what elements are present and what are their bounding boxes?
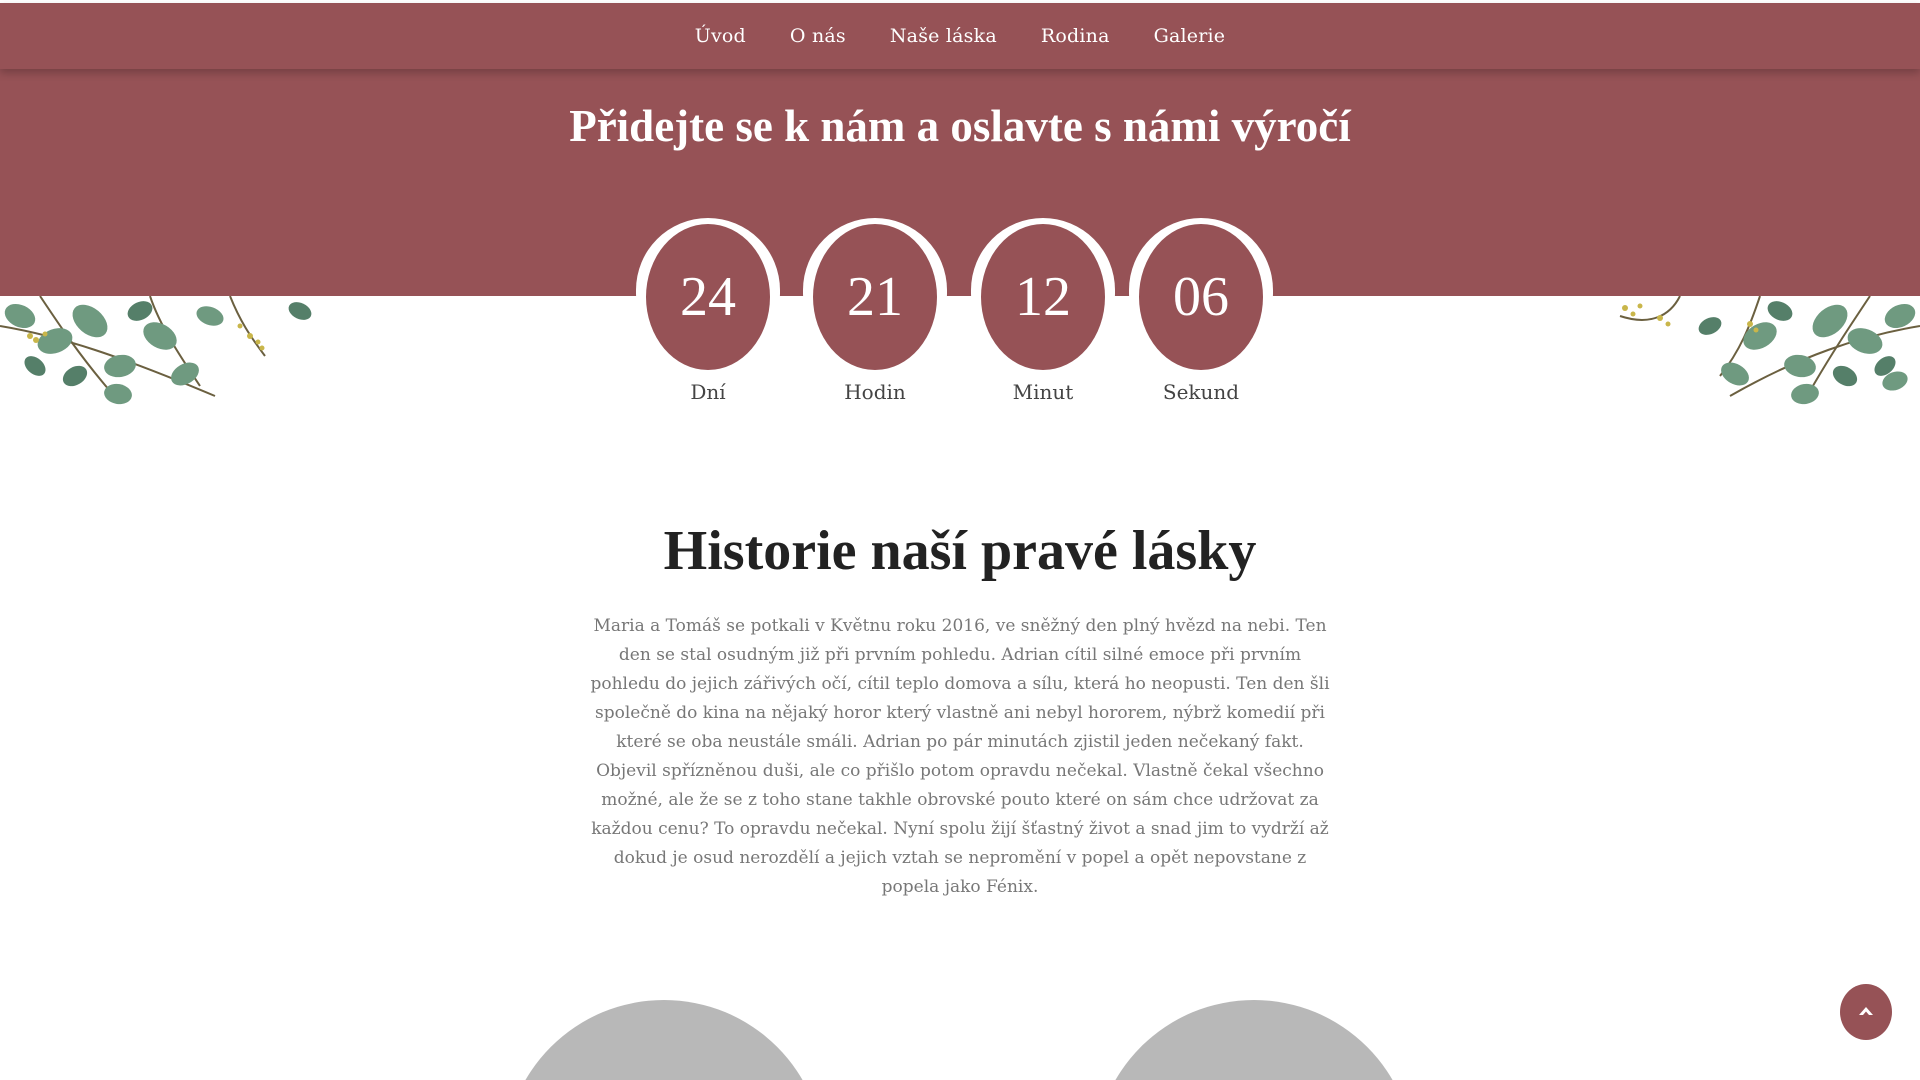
- countdown-days-label: Dní: [690, 380, 726, 404]
- main-navbar: [0, 3, 1920, 69]
- nav-item-galerie[interactable]: Galerie: [1153, 25, 1226, 47]
- nav-item-nase-laska[interactable]: Naše láska: [889, 25, 997, 47]
- nav-item-rodina[interactable]: Rodina: [1040, 25, 1110, 47]
- countdown-minutes: [971, 218, 1115, 404]
- chevron-up-icon: [1857, 1005, 1875, 1019]
- countdown-days: [636, 218, 780, 404]
- photo-placeholder-left: [504, 1000, 824, 1080]
- countdown-seconds-value: 06: [1139, 224, 1263, 370]
- story-text: Maria a Tomáš se potkali v Květnu roku 2016, ve sněžný den plný hvězd na nebi. Ten den se stal osudným již při prvním pohledu. Adrian cítil silné emoce při prvním pohledu do jejich zářivých očí, cítil teplo domova a sílu, která ho neopusti. Ten den šli společně do kina na nějaký horor který vlastně ani nebyl hororem, nýbrž komedií při které se oba neustále smáli. Adrian po pár minutách zjistil jeden nečekaný fakt. Objevil spřízněnou duši, ale co přišlo potom opravdu nečekal. Vlastně čekal všechno možné, ale že se z toho stane takhle obrovské pouto které on sám chce udržovat za každou cenu? To opravdu nečekal. Nyní spolu žijí šťastný život a snad jim to vydrží až dokud je osud nerozdělí a jejich vztah se nepromění v popel a opět nepovstane z popela jako Fénix.: [590, 616, 1330, 897]
- nav-item-uvod[interactable]: Úvod: [694, 25, 746, 47]
- countdown-seconds-label: Sekund: [1162, 380, 1240, 404]
- hero-title: Přidejte se k nám a oslavte s námi výročí: [569, 101, 1351, 151]
- countdown-hours: [803, 218, 947, 404]
- left-foliage-decoration: [0, 296, 330, 411]
- countdown-hours-label: Hodin: [844, 380, 906, 404]
- right-foliage-decoration: [1600, 296, 1920, 411]
- nav-item-o-nas[interactable]: O nás: [789, 25, 846, 47]
- photo-placeholder-right: [1094, 1000, 1414, 1080]
- scroll-to-top-button[interactable]: [1840, 984, 1892, 1040]
- story-title: Historie naší pravé lásky: [663, 520, 1257, 582]
- countdown-hours-value: 21: [813, 224, 937, 370]
- countdown-days-value: 24: [646, 224, 770, 370]
- countdown-seconds: [1129, 218, 1273, 404]
- countdown-minutes-label: Minut: [1012, 380, 1074, 404]
- countdown-minutes-value: 12: [981, 224, 1105, 370]
